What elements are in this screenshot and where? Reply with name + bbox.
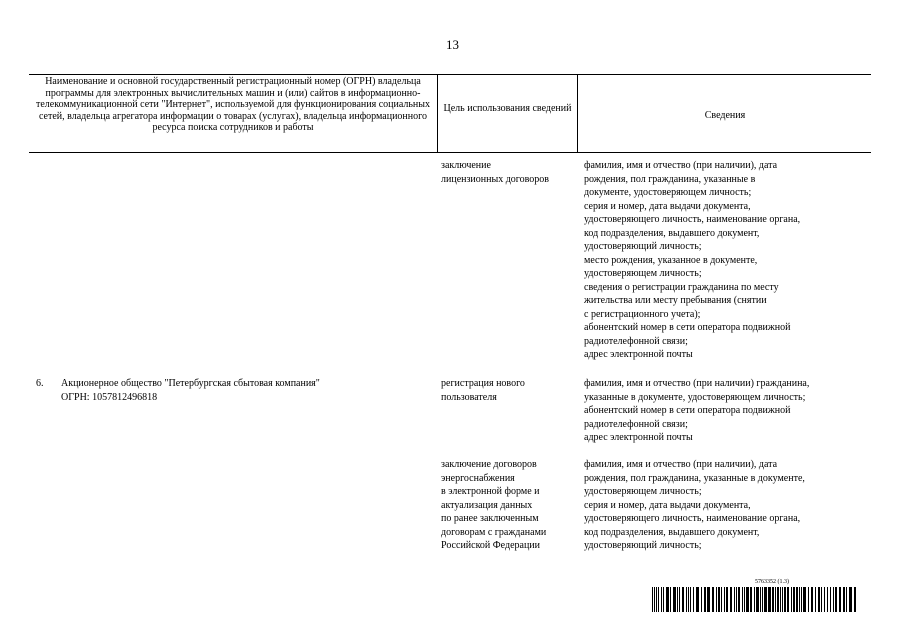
table-top-rule (29, 74, 871, 75)
table-header-rule (29, 152, 871, 153)
barcode-caption: 5763352 (1.3) (755, 579, 789, 585)
table-row-organization: Акционерное общество "Петербургская сбытовая компания" ОГРН: 1057812496818 (61, 378, 320, 403)
header-info: Сведения (704, 110, 746, 121)
header-purpose: Цель использования сведений (443, 103, 572, 114)
header-divider-2 (577, 74, 578, 152)
header-divider-1 (437, 74, 438, 152)
table-row-info: фамилия, имя и отчество (при наличии), дата рождения, пол гражданина, указанные в документе, удостоверяющем личность; серия и номер, дата выдачи документа, удостоверяющего личность, наименование органа, код подразделения, выдавшего документ, удостоверяющий личность; место рождения, указанное в документе, удостоверяющем личность; сведения о регистрации гражданина по месту жительства или месту пребывания (снятии с регистрационного учета); абонентский номер в сети оператора подвижной радиотелефонной связи; адрес электронной почты (584, 160, 801, 360)
table-row-info: фамилия, имя и отчество (при наличии) гражданина, указанные в документе, удостоверяющем личность; абонентский номер в сети оператора подвижной радиотелефонной связи; адрес электронной почты (584, 378, 810, 443)
barcode-icon (652, 587, 856, 612)
table-row-purpose: регистрация нового пользователя (441, 378, 525, 403)
header-owner: Наименование и основной государственный регистрационный номер (ОГРН) владельца программы для электронных вычислительных машин и (или) сайтов в информационно-телекоммуникационной сети "Интернет", используемой для функционирования социальных сетей, владельца агрегатора информации о товарах (услугах), владельца информационного ресурса поиска сотрудников и работы (35, 76, 431, 133)
table-row-number: 6. (36, 378, 44, 389)
page-number: 13 (446, 37, 459, 52)
table-row-purpose: заключение договоров энергоснабжения в электронной форме и актуализация данных по ранее заключенным договорам с гражданами Российской Федерации (441, 459, 547, 551)
table-row-purpose: заключение лицензионных договоров (441, 160, 550, 185)
table-row-info: фамилия, имя и отчество (при наличии), дата рождения, пол гражданина, указанные в документе, удостоверяющем личность; серия и номер, дата выдачи документа, удостоверяющего личность, наименование органа, код подразделения, выдавшего документ, удостоверяющий личность; (584, 459, 805, 551)
